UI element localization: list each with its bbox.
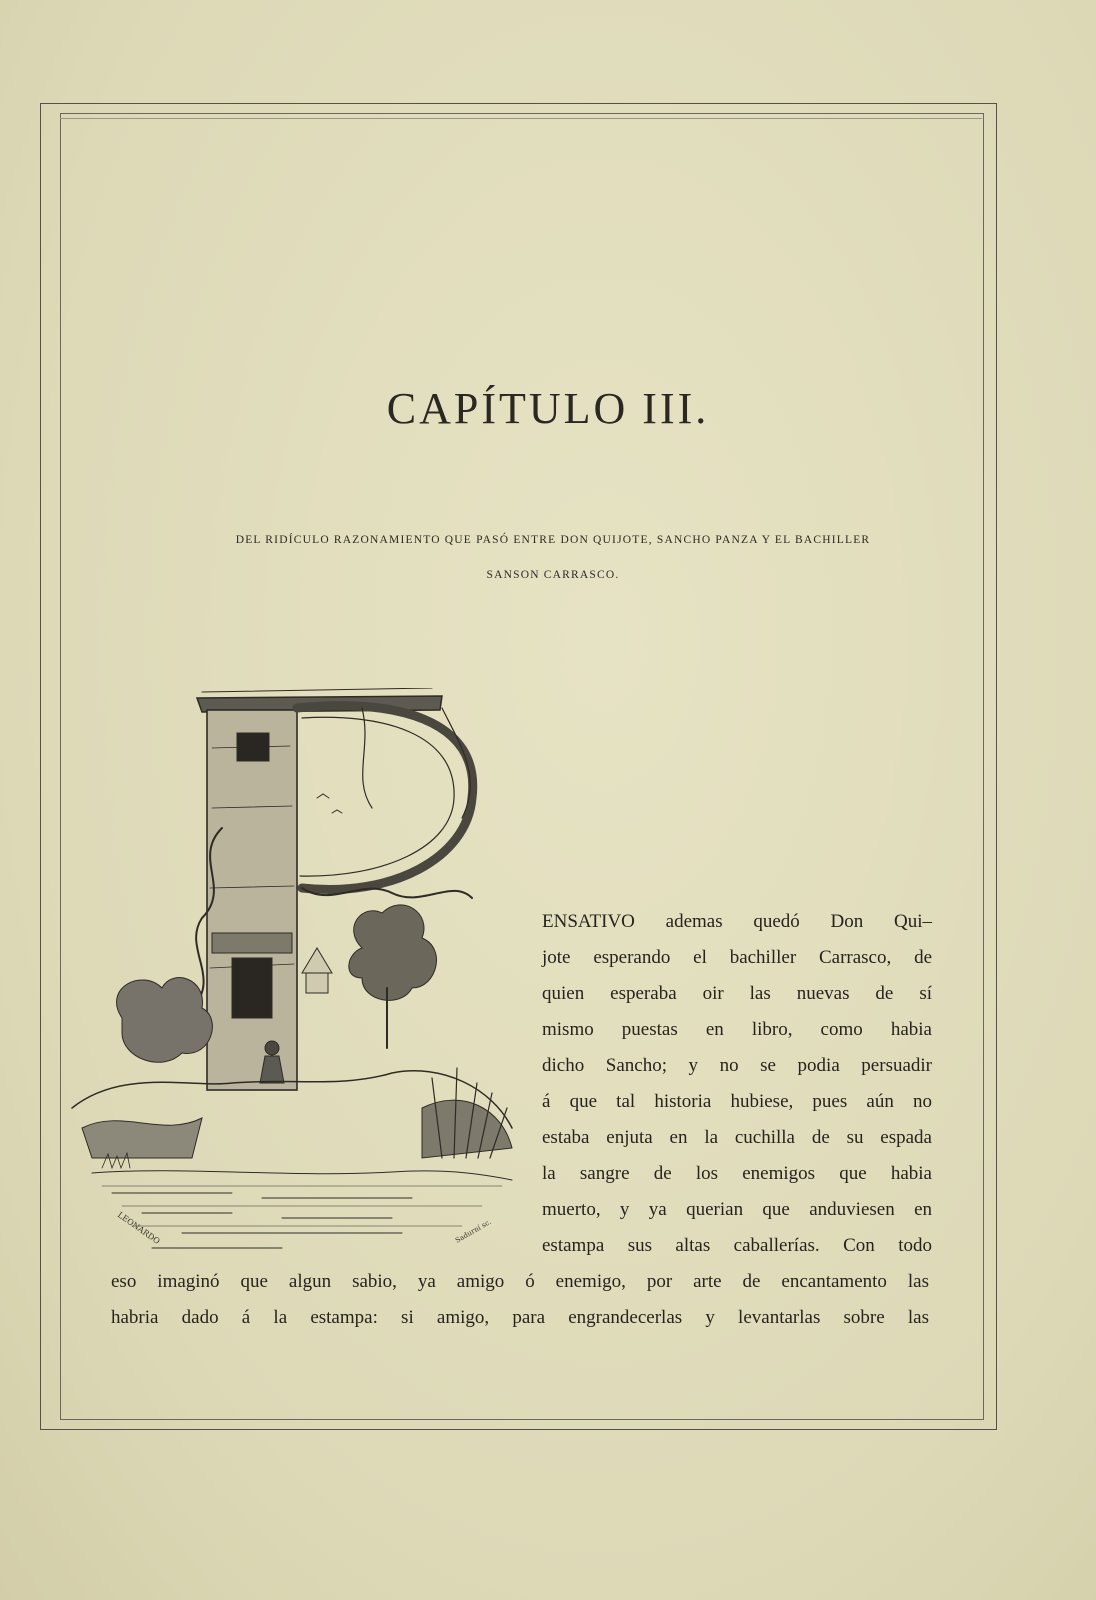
body-line: la sangre de los enemigos que habia — [542, 1163, 932, 1184]
chapter-subtitle — [120, 523, 986, 593]
body-line: estaba enjuta en la cuchilla de su espada — [542, 1127, 932, 1148]
body-line: eso imaginó que algun sabio, ya amigo ó enemigo, por arte de encantamento las — [111, 1271, 929, 1292]
body-line: estampa sus altas caballerías. Con todo — [542, 1235, 932, 1256]
top-rule — [60, 118, 982, 119]
illustrator-signature: LEONARDO — [115, 1210, 162, 1247]
chapter-title: CAPÍTULO III. — [386, 384, 710, 433]
body-line: quien esperaba oir las nuevas de sí — [542, 983, 932, 1004]
chapter-subtitle-line-2: SANSON CARRASCO. — [486, 569, 620, 581]
chapter-subtitle-line-1: DEL RIDÍCULO RAZONAMIENTO QUE PASÓ ENTRE DON QUIJOTE, SANCHO PANZA Y EL BACHILLER — [235, 534, 871, 546]
engraver-signature: Sadurní sc. — [454, 1217, 493, 1245]
body-line: habria dado á la estampa: si amigo, para engrandecerlas y levantarlas sobre las — [111, 1307, 929, 1328]
body-line: dicho Sancho; y no se podia persuadir — [542, 1055, 932, 1076]
drop-cap-P-icon — [62, 688, 530, 1280]
body-line: mismo puestas en libro, como habia — [542, 1019, 932, 1040]
body-line: jote esperando el bachiller Carrasco, de — [542, 947, 932, 968]
body-line: ENSATIVO ademas quedó Don Qui– — [542, 911, 932, 932]
body-line: muerto, y ya querian que anduviesen en — [542, 1199, 932, 1220]
body-line: á que tal historia hubiese, pues aún no — [542, 1091, 932, 1112]
